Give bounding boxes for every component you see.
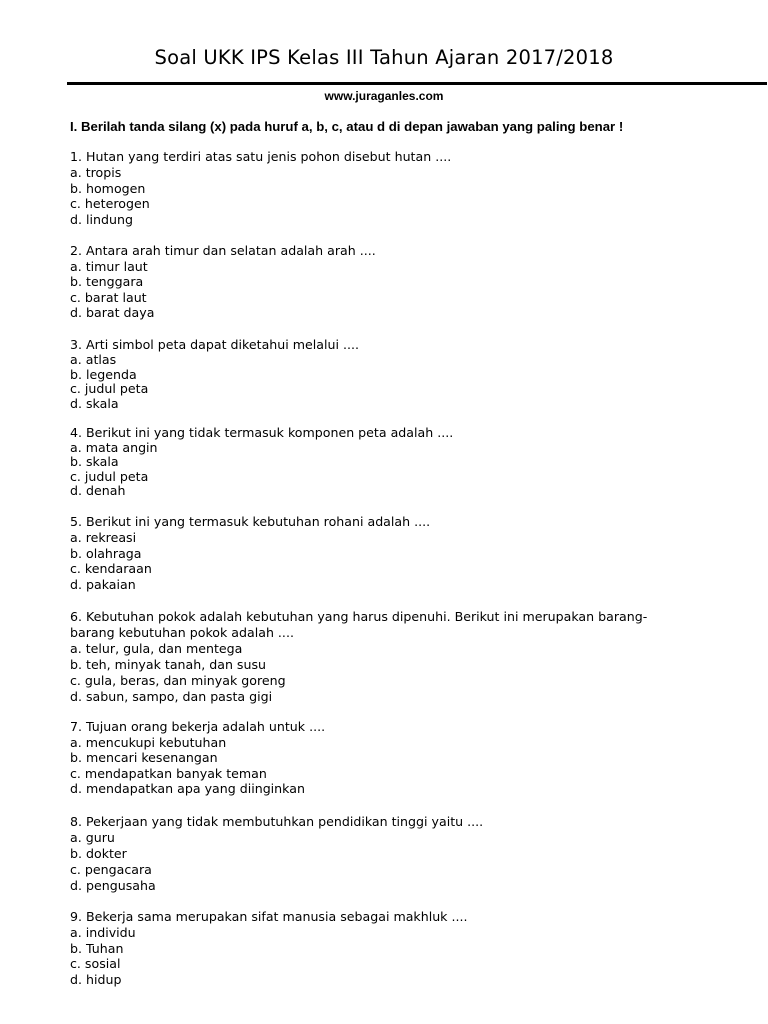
question-6	[70, 609, 670, 704]
option-d: d. lindung	[70, 212, 133, 228]
option-b: b. Tuhan	[70, 940, 124, 956]
option-a: a. timur laut	[70, 258, 148, 274]
option-b: b. legenda	[70, 366, 137, 382]
option-c: c. gula, beras, dan minyak goreng	[70, 672, 286, 688]
question-4	[70, 426, 710, 499]
option-c: c. sosial	[70, 956, 121, 972]
option-a: a. tropis	[70, 164, 122, 180]
option-a: a. telur, gula, dan mentega	[70, 640, 243, 656]
option-d: d. skala	[70, 396, 119, 412]
option-a: a. rekreasi	[70, 529, 137, 545]
question-2	[70, 243, 710, 321]
option-d: d. denah	[70, 483, 126, 499]
question-text: 1. Hutan yang terdiri atas satu jenis pohon disebut hutan ....	[70, 149, 452, 164]
question-3	[70, 338, 710, 412]
question-text: 6. Kebutuhan pokok adalah kebutuhan yang harus dipenuhi. Berikut ini merupakan barang-barang kebutuhan pokok adalah ....	[70, 609, 648, 640]
question-1	[70, 149, 710, 228]
question-9	[70, 909, 710, 988]
question-text: 4. Berikut ini yang tidak termasuk komponen peta adalah ....	[70, 425, 454, 440]
question-text: 5. Berikut ini yang termasuk kebutuhan rohani adalah ....	[70, 514, 431, 529]
option-c: c. barat laut	[70, 289, 147, 305]
instruction-text: I. Berilah tanda silang (x) pada huruf a, b, c, atau d di depan jawaban yang paling benar !	[70, 119, 624, 134]
question-text: 3. Arti simbol peta dapat diketahui melalui ....	[70, 337, 359, 352]
option-c: c. mendapatkan banyak teman	[70, 765, 267, 781]
option-b: b. dokter	[70, 845, 127, 861]
page-title: Soal UKK IPS Kelas III Tahun Ajaran 2017/2018	[154, 46, 614, 69]
question-7	[70, 719, 710, 797]
option-a: a. guru	[70, 829, 115, 845]
title-divider	[67, 82, 767, 85]
option-b: b. homogen	[70, 180, 146, 196]
option-d: d. sabun, sampo, dan pasta gigi	[70, 688, 273, 704]
option-d: d. mendapatkan apa yang diinginkan	[70, 781, 305, 797]
option-b: b. skala	[70, 454, 119, 470]
option-a: a. mata angin	[70, 439, 158, 455]
option-a: a. atlas	[70, 351, 117, 367]
option-d: d. barat daya	[70, 305, 155, 321]
question-text: 7. Tujuan orang bekerja adalah untuk ....	[70, 719, 326, 734]
option-d: d. pengusaha	[70, 877, 156, 893]
option-b: b. olahraga	[70, 545, 142, 561]
option-b: b. mencari kesenangan	[70, 750, 218, 766]
option-d: d. hidup	[70, 972, 122, 988]
option-a: a. mencukupi kebutuhan	[70, 734, 227, 750]
option-c: c. pengacara	[70, 861, 152, 877]
question-text: 8. Pekerjaan yang tidak membutuhkan pendidikan tinggi yaitu ....	[70, 814, 484, 829]
question-5	[70, 514, 710, 593]
question-text: 9. Bekerja sama merupakan sifat manusia sebagai makhluk ....	[70, 909, 468, 924]
question-8	[70, 814, 710, 894]
option-a: a. individu	[70, 924, 136, 940]
option-b: b. tenggara	[70, 274, 144, 290]
question-text: 2. Antara arah timur dan selatan adalah arah ....	[70, 243, 376, 258]
option-d: d. pakaian	[70, 577, 136, 593]
option-c: c. judul peta	[70, 468, 149, 484]
website-url: www.juraganles.com	[324, 89, 444, 103]
option-c: c. kendaraan	[70, 561, 152, 577]
option-b: b. teh, minyak tanah, dan susu	[70, 656, 267, 672]
option-c: c. heterogen	[70, 196, 150, 212]
option-c: c. judul peta	[70, 381, 149, 397]
